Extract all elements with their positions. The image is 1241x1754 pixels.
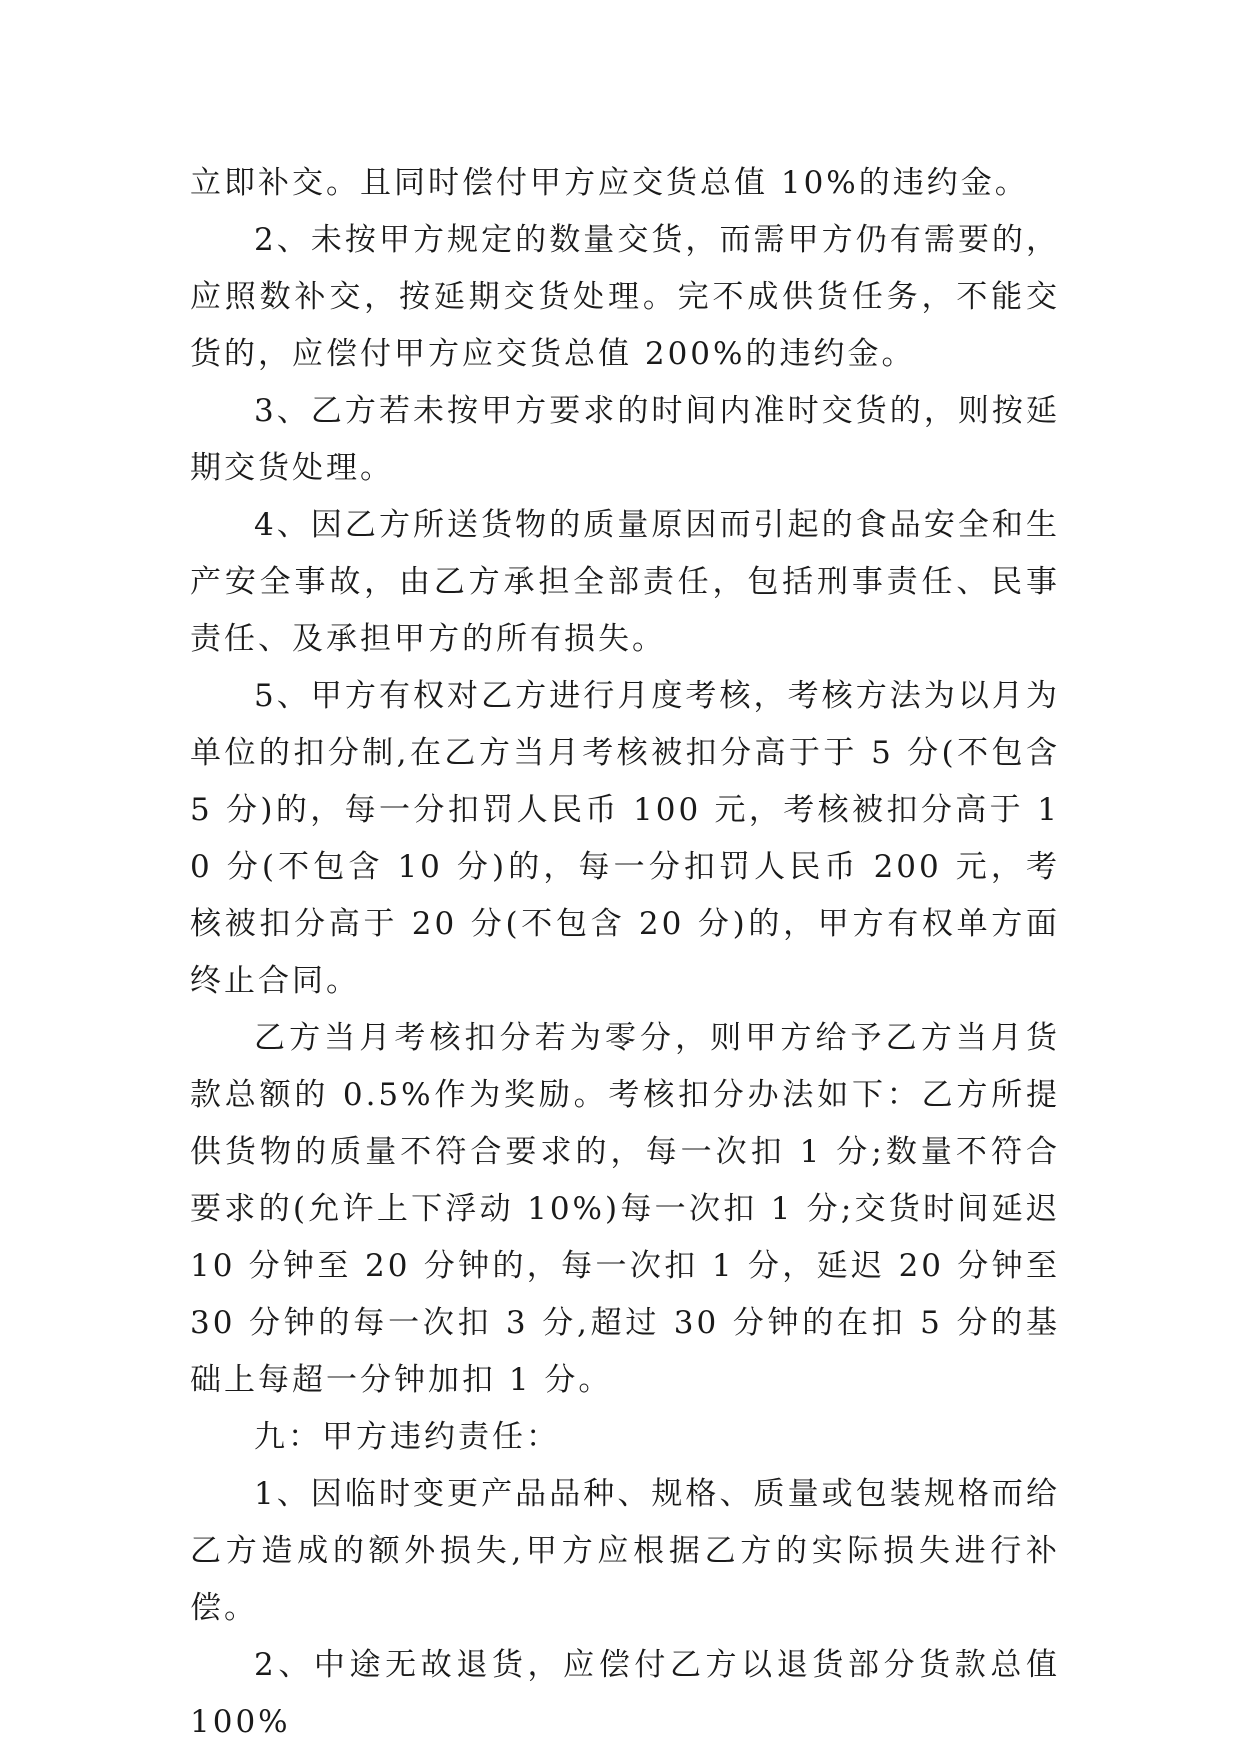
- paragraph-continuation: 立即补交。且同时偿付甲方应交货总值 10%的违约金。: [190, 165, 1029, 201]
- paragraph-clause-2: 2、未按甲方规定的数量交货，而需甲方仍有需要的，应照数补交，按延期交货处理。完不成供货任务，不能交货的，应偿付甲方应交货总值 200%的违约金。: [190, 222, 1060, 372]
- document-body: [190, 155, 1060, 1751]
- paragraph-clause-5: 5、甲方有权对乙方进行月度考核，考核方法为以月为单位的扣分制,在乙方当月考核被扣分高于于 5 分(不包含 5 分)的，每一分扣罚人民币 100 元，考核被扣分高于 10 分(不包含 10 分)的，每一分扣罚人民币 200 元，考核被扣分高于 20 分(不包含 20 分)的，甲方有权单方面终止合同。: [190, 678, 1060, 999]
- paragraph-party-a-clause-2: 2、中途无故退货，应偿付乙方以退货部分货款总值 100%: [190, 1647, 1060, 1740]
- paragraph-clause-4: 4、因乙方所送货物的质量原因而引起的食品安全和生产安全事故，由乙方承担全部责任，包括刑事责任、民事责任、及承担甲方的所有损失。: [190, 507, 1060, 657]
- section-heading-9: 九：甲方违约责任：: [254, 1419, 560, 1455]
- paragraph-assessment: 乙方当月考核扣分若为零分，则甲方给予乙方当月货款总额的 0.5%作为奖励。考核扣分办法如下：乙方所提供货物的质量不符合要求的，每一次扣 1 分;数量不符合要求的(允许上下浮动 10%)每一次扣 1 分;交货时间延迟 10 分钟至 20 分钟的，每一次扣 1 分，延迟 20 分钟至 30 分钟的每一次扣 3 分,超过 30 分钟的在扣 5 分的基础上每超一分钟加扣 1 分。: [190, 1020, 1060, 1398]
- paragraph-clause-3: 3、乙方若未按甲方要求的时间内准时交货的，则按延期交货处理。: [190, 393, 1060, 486]
- paragraph-party-a-clause-1: 1、因临时变更产品品种、规格、质量或包装规格而给乙方造成的额外损失,甲方应根据乙方的实际损失进行补偿。: [190, 1476, 1060, 1626]
